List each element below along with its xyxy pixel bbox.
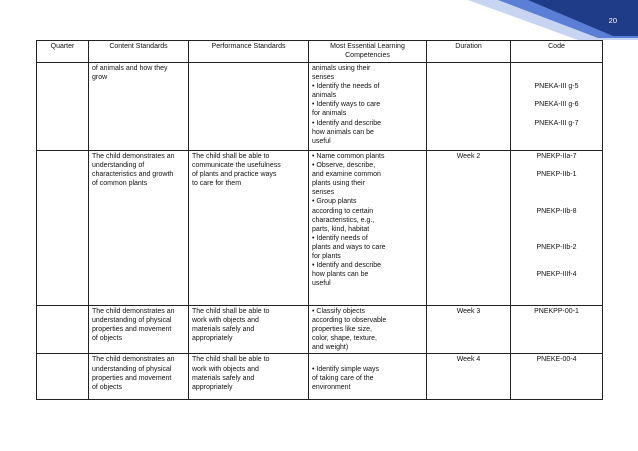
- header-competencies: Most Essential Learning Competencies: [309, 41, 427, 63]
- content-standard-cell: [89, 306, 189, 354]
- quarter-cell: [37, 151, 89, 306]
- performance-standard-line: The child shall be able to: [192, 153, 270, 160]
- performance-standard-cell: [189, 306, 309, 354]
- code-line: PNEKP-IIb-1: [536, 171, 577, 179]
- competency-line: properties like size,: [312, 326, 372, 334]
- competency-line: • Observe, describe,: [312, 162, 376, 170]
- content-standard-cell: [89, 354, 189, 400]
- code-line: [514, 109, 599, 118]
- header-performance-standards: Performance Standards: [189, 41, 309, 63]
- performance-standard-line: work with objects and: [192, 365, 259, 373]
- competency-line: of taking care of the: [312, 374, 374, 382]
- code-line: [514, 73, 599, 82]
- code-line: [514, 91, 599, 100]
- competency-line: parts, kind, habitat: [312, 225, 370, 233]
- competency-line: for plants: [312, 253, 341, 261]
- performance-standard-line: materials safely and: [192, 374, 255, 382]
- competency-line: environment: [312, 383, 351, 391]
- curriculum-table: [36, 40, 603, 400]
- competency-line: senses: [312, 189, 335, 197]
- performance-standard-cell: [189, 354, 309, 400]
- content-standard-line: of animals and how they: [92, 65, 168, 72]
- performance-standard-line: communicate the usefulness: [192, 162, 281, 170]
- competency-line: plants and ways to care: [312, 243, 386, 251]
- code-line: PNEKP-IIb-8: [536, 207, 577, 215]
- competency-line: • Identify the needs of: [312, 83, 380, 91]
- performance-standard-cell: [189, 151, 309, 306]
- code-line: PNEKA-III g-5: [534, 83, 579, 91]
- competency-line: [312, 355, 423, 364]
- code-line: [514, 64, 599, 73]
- competency-line: • Identify needs of: [312, 234, 368, 242]
- competency-line: animals: [312, 92, 337, 100]
- content-standard-line: understanding of physical: [92, 317, 172, 325]
- competency-line: • Name common plants: [312, 153, 385, 160]
- table-row: [37, 151, 603, 306]
- code-line: [514, 197, 599, 206]
- content-standard-line: properties and movement: [92, 326, 172, 334]
- code-line: [514, 261, 599, 270]
- code-line: PNEKA-III g-7: [534, 119, 579, 127]
- header-quarter: Quarter: [37, 41, 89, 63]
- content-standard-line: properties and movement: [92, 374, 172, 382]
- competency-cell: [309, 306, 427, 354]
- content-standard-line: characteristics and growth: [92, 171, 174, 179]
- competency-line: how plants can be: [312, 271, 369, 279]
- competency-line: according to certain: [312, 207, 374, 215]
- quarter-cell: [37, 354, 89, 400]
- competency-line: and weight): [312, 344, 349, 352]
- competency-line: useful: [312, 280, 331, 288]
- competency-line: • Identify and describe: [312, 119, 381, 127]
- performance-standard-line: appropriately: [192, 383, 233, 391]
- table-header-row: [37, 41, 603, 63]
- competency-line: plants using their: [312, 180, 365, 188]
- content-standard-line: understanding of: [92, 162, 145, 170]
- competency-line: color, shape, texture,: [312, 335, 377, 343]
- competency-line: characteristics, e.g.,: [312, 216, 375, 224]
- competency-line: how animals can be: [312, 128, 374, 136]
- competency-line: senses: [312, 74, 335, 82]
- quarter-cell: [37, 63, 89, 151]
- code-line: PNEKE-00-4: [536, 356, 577, 364]
- code-line: [514, 161, 599, 170]
- content-standard-line: understanding of physical: [92, 365, 172, 373]
- header-code: Code: [511, 41, 603, 63]
- competency-line: • Identify and describe: [312, 262, 381, 270]
- competency-line: • Identify simple ways: [312, 365, 380, 373]
- competency-line: • Identify ways to care: [312, 101, 381, 109]
- competency-line: and examine common: [312, 171, 381, 179]
- performance-standard-line: appropriately: [192, 335, 233, 343]
- performance-standard-line: of plants and practice ways: [192, 171, 277, 179]
- code-line: PNEKPP-00-1: [534, 308, 579, 315]
- code-line: PNEKP-IIIf-4: [536, 271, 577, 279]
- performance-standard-line: materials safely and: [192, 326, 255, 334]
- competency-line: • Classify objects: [312, 308, 366, 315]
- competency-line: animals using their: [312, 65, 371, 72]
- code-cell: [511, 354, 603, 400]
- content-standard-line: of objects: [92, 335, 122, 343]
- content-standard-line: The child demonstrates an: [92, 153, 175, 160]
- header-content-standards: Content Standards: [89, 41, 189, 63]
- duration-cell: Week 2: [427, 151, 511, 306]
- content-standard-line: grow: [92, 74, 108, 82]
- code-line: PNEKP-IIb-2: [536, 243, 577, 251]
- competency-cell: [309, 63, 427, 151]
- code-line: [514, 216, 599, 225]
- competency-line: for animals: [312, 110, 347, 118]
- duration-cell: Week 3: [427, 306, 511, 354]
- code-line: [514, 179, 599, 188]
- performance-standard-line: The child shall be able to: [192, 356, 270, 364]
- performance-standard-line: work with objects and: [192, 317, 259, 325]
- code-line: [514, 225, 599, 234]
- content-standard-cell: [89, 63, 189, 151]
- code-line: [514, 234, 599, 243]
- quarter-cell: [37, 306, 89, 354]
- competency-line: useful: [312, 137, 331, 145]
- competency-cell: [309, 151, 427, 306]
- code-line: [514, 252, 599, 261]
- code-cell: [511, 306, 603, 354]
- code-cell: [511, 151, 603, 306]
- duration-cell: [427, 63, 511, 151]
- content-standard-cell: [89, 151, 189, 306]
- duration-cell: Week 4: [427, 354, 511, 400]
- code-line: PNEKA-III g-6: [534, 101, 579, 109]
- competency-line: • Group plants: [312, 198, 357, 206]
- content-standard-line: of objects: [92, 383, 122, 391]
- table-row: [37, 63, 603, 151]
- page-number: 20: [608, 16, 617, 25]
- header-duration: Duration: [427, 41, 511, 63]
- code-line: PNEKP-IIa-7: [536, 153, 577, 160]
- content-standard-line: The child demonstrates an: [92, 308, 175, 315]
- content-standard-line: of common plants: [92, 180, 148, 188]
- table-row: [37, 354, 603, 400]
- content-standard-line: The child demonstrates an: [92, 356, 175, 364]
- performance-standard-line: The child shall be able to: [192, 308, 270, 315]
- competency-cell: [309, 354, 427, 400]
- table-row: [37, 306, 603, 354]
- competency-line: according to observable: [312, 317, 387, 325]
- corner-decoration: [428, 0, 638, 40]
- code-cell: [511, 63, 603, 151]
- code-line: [514, 188, 599, 197]
- performance-standard-line: to care for them: [192, 180, 242, 188]
- performance-standard-cell: [189, 63, 309, 151]
